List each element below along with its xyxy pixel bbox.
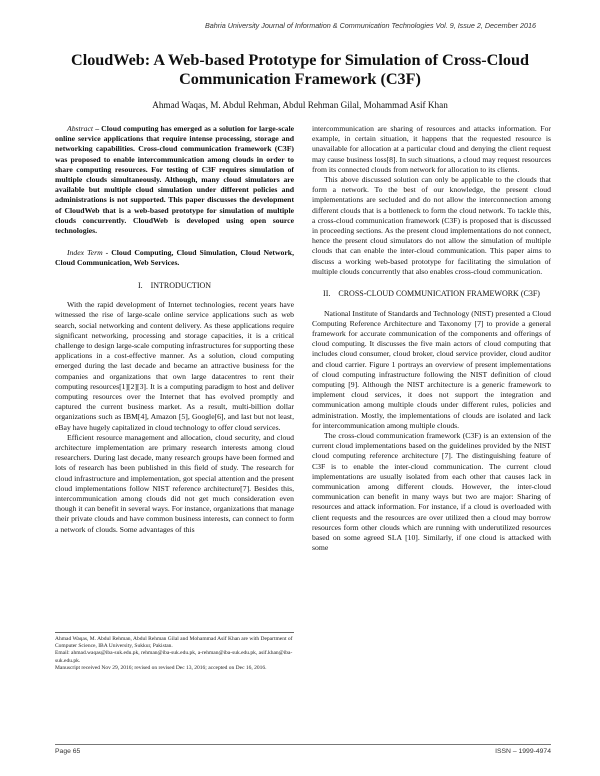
- footnote-manuscript-dates: Manuscript received Nov 29, 2016; revised on revised Dec 13, 2016; accepted on Dec 16, 2016.: [55, 664, 267, 671]
- section-heading-introduction: I. INTRODUCTION: [137, 280, 212, 290]
- paragraph: intercommunication are sharing of resources and attacks information. For example, in certain situation, it happens that the requested resource is unavailable for allocation at a particular cloud and denying the client request may cause business loss[8]. In such situations, a cloud may request resources from its connected clouds from network for allocation to its clients.: [312, 124, 551, 174]
- page-number: Page 65: [55, 748, 81, 755]
- author-list: Ahmad Waqas, M. Abdul Rehman, Abdul Rehman Gilal, Mohammad Asif Khan: [152, 100, 448, 110]
- paper-title: CloudWeb: A Web-based Prototype for Simulation of Cross-Cloud Communication Framework (C3F): [71, 51, 529, 88]
- footnote-emails: Email: ahmad.waqas@iba-suk.edu.pk, rehman@iba-suk.edu.pk, a-rehman@iba-suk.edu.pk, asif.khan@iba-suk.edu.pk.: [55, 650, 293, 664]
- paragraph: The cross-cloud communication framework (C3F) is an extension of the current cloud implementations based on the guidelines provided by the NIST cloud computing reference architecture [7]. The distinguishing feature of C3F is to enable the inter-cloud communication. The current cloud implementations are usually isolated from each other that causes lack in communication among different clouds. However, the inter-cloud communication can benefit in many ways but two are major: Sharing of resources and attack information. For instance, if a cloud is overloaded with client requests and the resources are over utilized then a cloud may borrow resources form other clouds which are running with underutilized resources based on some agreed SLA [10]. Similarly, if one cloud is attacked with some: [312, 430, 551, 553]
- paragraph: Efficient resource management and allocation, cloud security, and cloud architecture implementation are primary research interests among cloud researchers. During last decade, many research groups have been formed and lots of research has been published in this field of study. The research for cloud infrastructure and implementation, got special attention and the present cloud implementations follow NIST reference architecture[7]. Besides this, intercommunication among clouds did not get much consideration even though it can benefit in several ways. For instance, organizations that manage their private clouds and have common business interests, can connect to form a network of clouds. Some advantages of this: [55, 432, 294, 534]
- index-terms: Index Term - Cloud Computing, Cloud Simulation, Cloud Network, Cloud Communication, Web Services.: [55, 248, 295, 268]
- paragraph: With the rapid development of Internet technologies, recent years have witnessed the rise of large-scale online service applications such as web search, social networking and content delivery. As these applications require significant networking, processing and storage capacities, it is a critical challenge to design large-scale computing infrastructures for supporting these applications in a cost-effective manner. As a solution, cloud computing emerged during the last decade and became an attractive business for the companies and organizations that own large datacentres to rent their computing resources[1][2][3]. It is a computing paradigm to host and deliver computing resources over the Internet that has evolved promptly and captured the current business market. As a result, multi-billion dollar organizations such as IBM[4], Amazon [5], Google[6], and last but not least, eBay have hugely capitalized in cloud technology to offer cloud services.: [55, 300, 294, 432]
- running-header: Bahria University Journal of Information & Communication Technologies Vol. 9, Issue 2, December 2016: [204, 21, 536, 30]
- section-heading-c3f: II. CROSS-CLOUD COMMUNICATION FRAMEWORK (C3F): [323, 289, 540, 299]
- paragraph: This above discussed solution can only be applicable to the clouds that form a network. To the best of our knowledge, the present cloud implementations are secluded and do not allow the interconnection among different clouds that is a bottleneck to form the cloud network. To tackle this, a cross-cloud communication framework (C3F) is proposed that is discussed in proceeding sections. As the present cloud implementations do not connect, hence the present cloud simulators do not allow the simulation of multiple clouds that can enable the inter-cloud communication. This paper aims to discuss a working web-based prototype for facilitating the simulation of multiple clouds concurrently that also enables cross-cloud communication.: [312, 175, 551, 276]
- footer-divider: [55, 744, 551, 745]
- abstract: Abstract – Cloud computing has emerged as a solution for large-scale online service applications that require intense processing, storage and networking capabilities. Cross-cloud communication framework (C3F) was proposed to enable intercommunication among clouds in order to share computing resources. For testing of C3F requires simulation of multiple clouds simultaneously. Although, many cloud simulators are available but multiple cloud simulation under different policies and administrations is not supported. This paper discusses the development of CloudWeb that is a web-based prototype for simulation of multiple clouds concurrently. CloudWeb is developed using open source technologies.: [55, 124, 295, 236]
- index-terms-text: Cloud Computing, Cloud Simulation, Cloud Network, Cloud Communication, Web Services.: [55, 248, 295, 268]
- paragraph: National Institute of Standards and Technology (NIST) presented a Cloud Computing Reference Architecture and Taxonomy [7] to provide a general framework for accurate communication of the components and offerings of cloud computing. It discusses the five main actors of cloud computing that includes cloud consumer, cloud broker, cloud service provider, cloud auditor and cloud carrier. Figure 1 portrays an overview of present implementations of cloud computing infrastructure following the NIST definition of cloud computing [9]. Although the NIST architecture is a generic framework to implement cloud services, it does not support the integration and communication among multiple clouds under different rules, policies and administration. Mostly, the implementations of clouds are isolated and lack for intercommunication among multiple clouds.: [312, 308, 551, 430]
- issn: ISSN – 1999-4974: [495, 748, 551, 755]
- footnote-affiliation: Ahmad Waqas, M. Abdul Rehman, Abdul Rehman Gilal and Mohammad Asif Khan are with Department of Computer Science, IBA University, Sukkur, Pakistan.: [55, 636, 293, 650]
- right-column: [312, 124, 551, 553]
- abstract-label: Abstract: [67, 124, 94, 133]
- left-column: [55, 124, 294, 535]
- index-terms-label: Index Term: [67, 248, 103, 258]
- abstract-text: Cloud computing has emerged as a solution for large-scale online service applications that require intense processing, storage and networking capabilities. Cross-cloud communication framework (C3F) was proposed to enable intercommunication among clouds in order to share computing resources. For testing of C3F requires simulation of multiple clouds simultaneously. Although, many cloud simulators are available but multiple cloud simulation under different policies and administrations is not supported. This paper discusses the development of CloudWeb that is a web-based prototype for simulation of multiple clouds concurrently. CloudWeb is developed using open source technologies.: [55, 124, 295, 236]
- author-footnote: [55, 632, 294, 672]
